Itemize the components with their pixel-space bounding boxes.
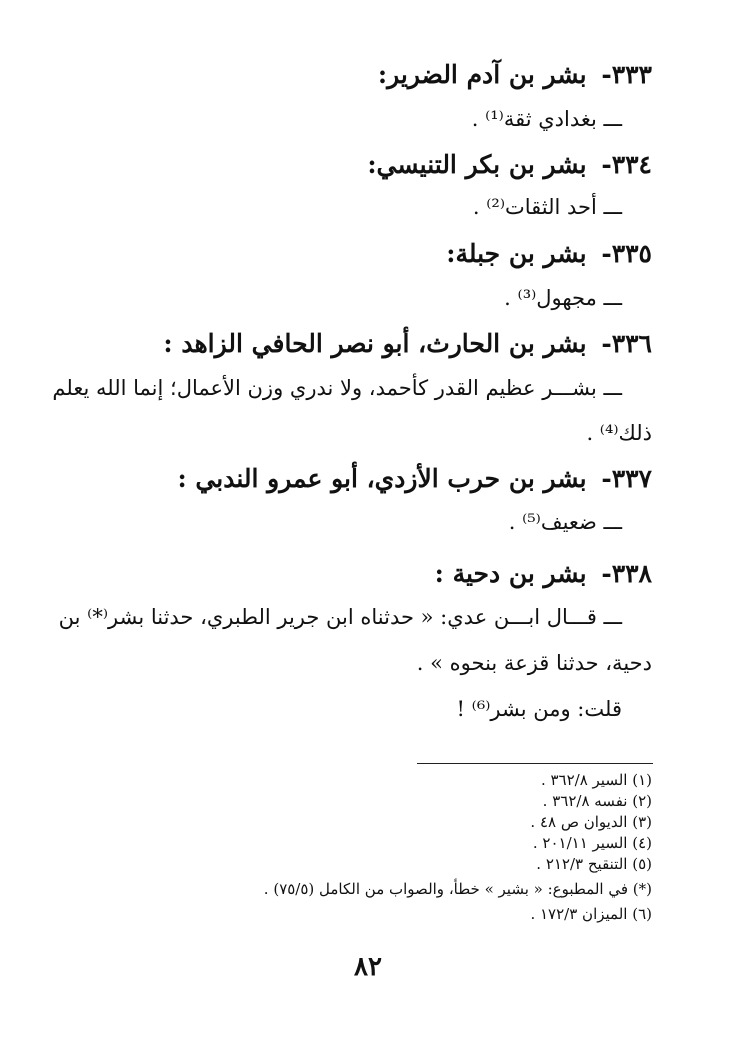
- footnote: (٢) نفسه ٣٦٢/٨ .: [542, 792, 652, 810]
- entry-name: بشر بن حرب الأزدي، أبو عمرو الندبي :: [177, 464, 587, 493]
- entry-text-line: ـــ بشـــر عظيم القدر كأحمد، ولا ندري وزن الأعمال؛ إنما الله يعلم: [52, 376, 622, 400]
- footnote-separator: [417, 763, 653, 764]
- entry-name: بشر بن آدم الضرير:: [377, 60, 587, 89]
- entry-text-line: دحية، حدثنا قزعة بنحوه » .: [416, 651, 652, 675]
- entry-name: بشر بن الحارث، أبو نصر الحافي الزاهد :: [163, 329, 587, 358]
- entry-heading-335: [72, 237, 652, 271]
- footnote: (*) في المطبوع: « بشير » خطأ، والصواب من الكامل (٧٥/٥) .: [263, 880, 652, 898]
- entry-text-line: ـــ بغدادي ثقة⁽¹⁾ .: [471, 107, 622, 131]
- entry-number: ٣٣٤-: [601, 150, 652, 179]
- entry-number: ٣٣٧-: [601, 464, 652, 493]
- entry-name: بشر بن جبلة:: [446, 239, 587, 268]
- entry-name: بشر بن دحية :: [434, 559, 587, 588]
- entry-text-line: ـــ ضعيف⁽⁵⁾ .: [508, 510, 622, 534]
- entry-heading-333: [72, 58, 652, 92]
- entry-text-line: ـــ أحد الثقات⁽²⁾ .: [472, 195, 622, 219]
- entry-number: ٣٣٦-: [601, 329, 652, 358]
- footnote: (١) السير ٣٦٢/٨ .: [540, 771, 652, 789]
- entry-text-line: ذلك⁽⁴⁾ .: [586, 421, 652, 445]
- entry-number: ٣٣٣-: [601, 60, 652, 89]
- entry-number: ٣٣٥-: [601, 239, 652, 268]
- entry-name: بشر بن بكر التنيسي:: [367, 150, 587, 179]
- footnote: (٥) التنقيح ٢١٢/٣ .: [536, 855, 652, 873]
- footnote: (٣) الديوان ص ٤٨ .: [530, 813, 652, 831]
- entry-heading-338: [72, 557, 652, 591]
- entry-heading-334: [72, 148, 652, 182]
- entry-number: ٣٣٨-: [601, 559, 652, 588]
- entry-heading-336: [72, 327, 652, 361]
- entry-text-line: ـــ مجهول⁽³⁾ .: [504, 286, 622, 310]
- entry-text-line: قلت: ومن بشر⁽⁶⁾ !: [456, 697, 622, 721]
- footnote: (٦) الميزان ١٧٢/٣ .: [530, 905, 652, 923]
- entry-text-line: ـــ قـــال ابـــن عدي: « حدثناه ابن جرير الطبري، حدثنا بشر⁽*⁾ بن: [58, 605, 622, 629]
- page-number: ٨٢: [354, 952, 382, 982]
- entry-heading-337: [72, 462, 652, 496]
- footnote: (٤) السير ٢٠١/١١ .: [532, 834, 652, 852]
